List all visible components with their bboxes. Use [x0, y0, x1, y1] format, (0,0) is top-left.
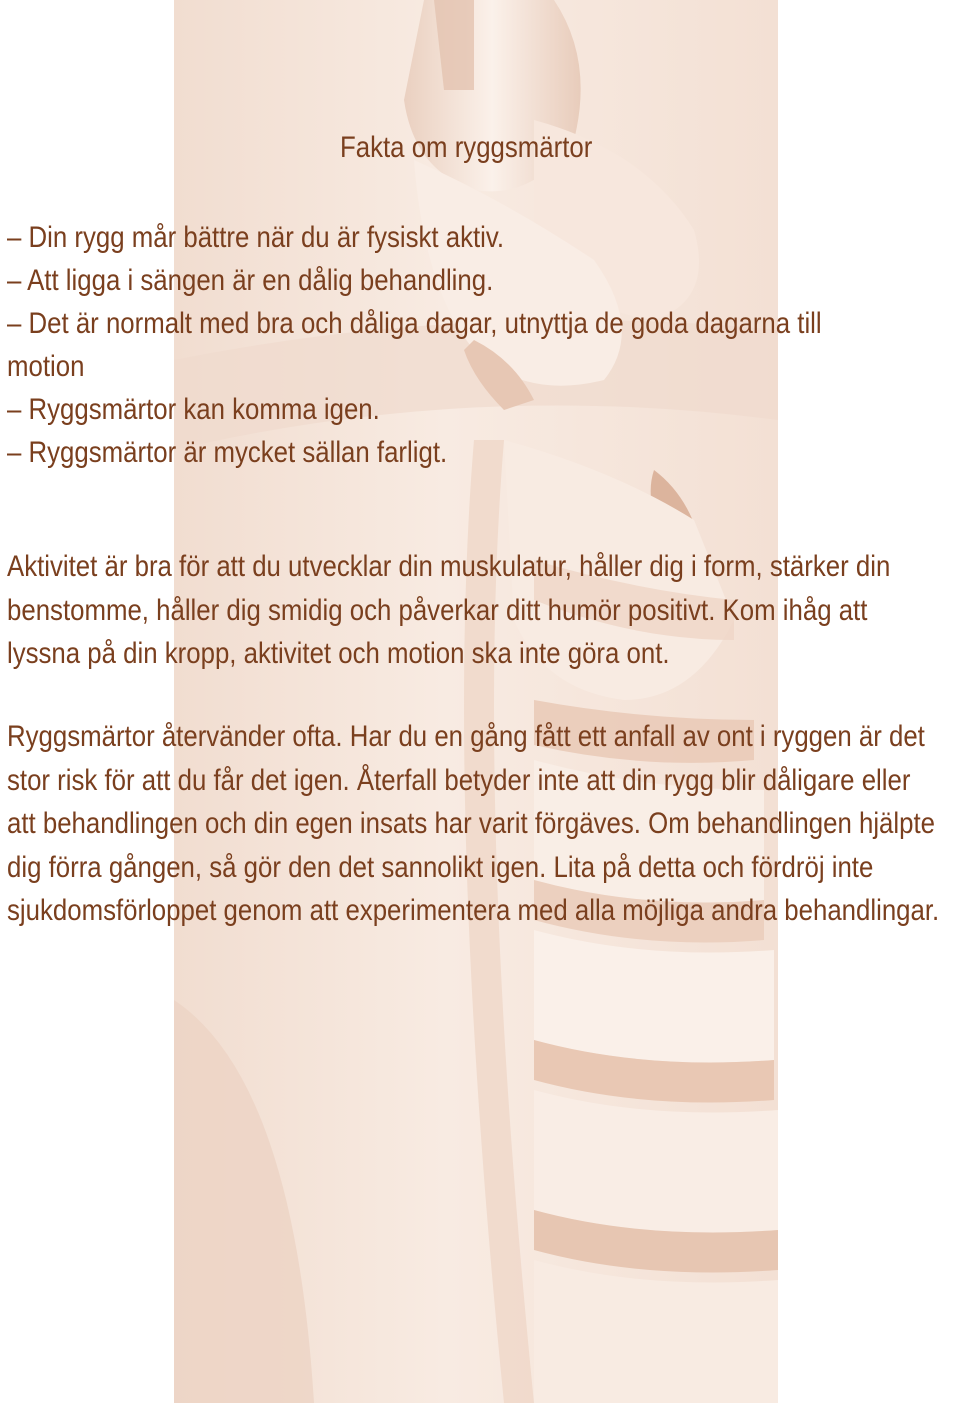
bullet-item: – Din rygg mår bättre när du är fysiskt aktiv. — [7, 221, 505, 254]
bullet-item: – Ryggsmärtor kan komma igen. — [7, 393, 380, 426]
page-title: Fakta om ryggsmärtor — [340, 131, 593, 164]
paragraph-recurrence: Ryggsmärtor återvänder ofta. Har du en gång fått ett anfall av ont i ryggen är det stor risk för att du får det igen. Återfall betyder inte att din rygg blir dåligare eller att behandlingen och din egen insats har varit förgäves. Om behandlingen hjälpte dig förra gången, så gör den det sannolikt igen. Lita på detta och fördröj inte sjukdomsförloppet genom att experimentera med alla möjliga andra behandlingar. — [7, 720, 940, 927]
spine-background-image — [174, 0, 778, 1403]
bullet-item-continuation: motion — [7, 350, 85, 383]
paragraph-activity: Aktivitet är bra för att du utvecklar din muskulatur, håller dig i form, stärker din benstomme, håller dig smidig och påverkar ditt humör positivt. Kom ihåg att lyssna på din kropp, aktivitet och motion ska inte göra ont. — [7, 550, 891, 670]
bullet-item: – Det är normalt med bra och dåliga dagar, utnyttja de goda dagarna till — [7, 307, 822, 340]
bullet-item: – Ryggsmärtor är mycket sällan farligt. — [7, 436, 448, 469]
bullet-list — [7, 216, 919, 474]
bullet-item: – Att ligga i sängen är en dålig behandling. — [7, 264, 494, 297]
